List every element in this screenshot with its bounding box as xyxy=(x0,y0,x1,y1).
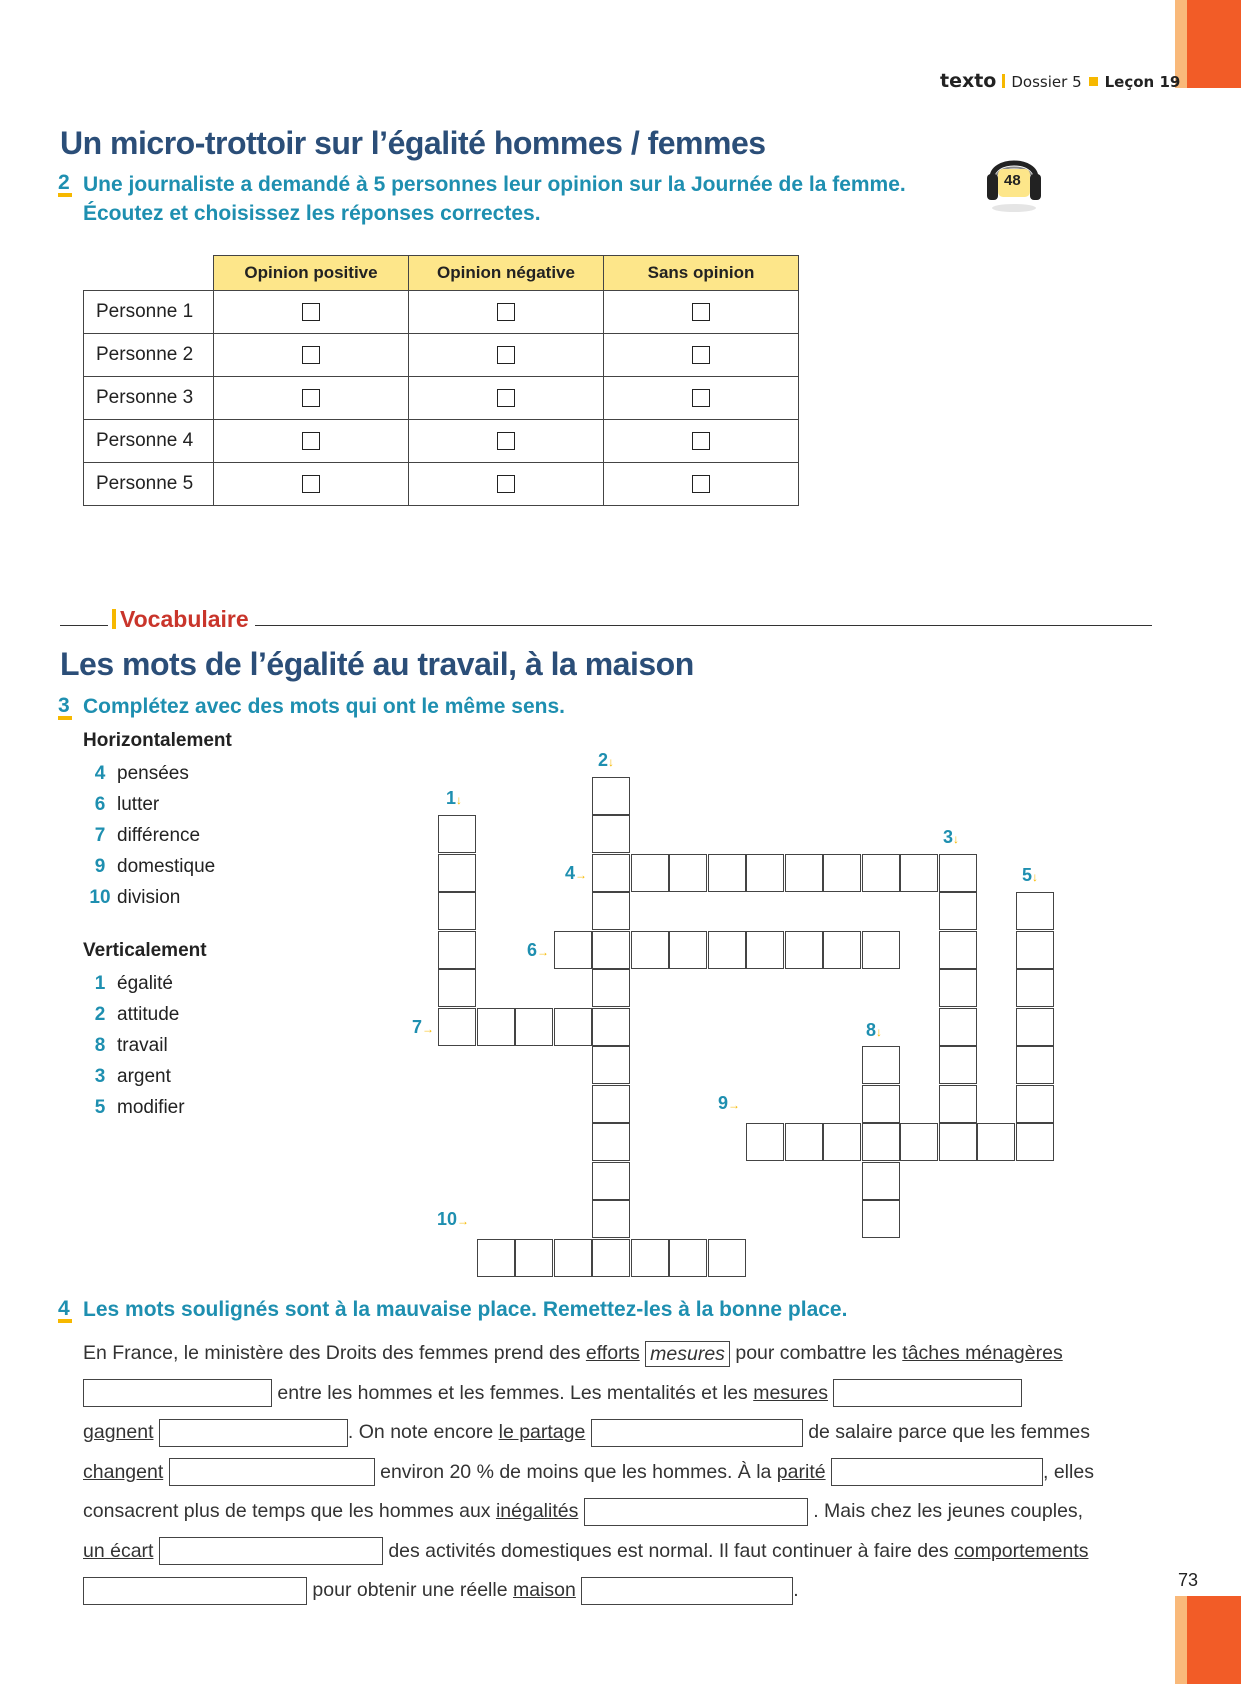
checkbox[interactable] xyxy=(302,389,320,407)
fill-in-text: En France, le ministère des Droits des femmes prend des efforts mesures pour combattre les tâches ménagères entre les hommes et les femmes. Les mentalités et les mesures gagnent . On note encore le partage de salaire parce que les femmes changent environ 20 % de moins que les hommes. À la parité , elles consacrent plus de temps que les hommes aux inégalités . Mais chez les jeunes couples, un écart des activités domestiques est normal. Il faut continuer à faire des comportements pour obtenir une réelle maison . xyxy=(83,1334,1153,1611)
clue: 1 égalité xyxy=(94,973,173,994)
crossword-cell[interactable] xyxy=(592,777,630,815)
crossword-cell[interactable] xyxy=(669,931,707,969)
crossword-cell[interactable] xyxy=(823,1123,861,1161)
grid-label-6: 6→ xyxy=(527,940,550,960)
crossword-cell[interactable] xyxy=(862,1162,900,1200)
crossword-cell[interactable] xyxy=(592,1008,630,1046)
table-row xyxy=(84,420,799,463)
exercise-instruction: Les mots soulignés sont à la mauvaise place. Remettez-les à la bonne place. xyxy=(83,1298,848,1321)
answer-field[interactable] xyxy=(169,1458,375,1486)
row-label: Personne 1 xyxy=(84,291,214,334)
clue: 5 modifier xyxy=(94,1097,185,1118)
answer-field[interactable] xyxy=(591,1419,803,1447)
crossword-cell[interactable] xyxy=(939,969,977,1007)
checkbox[interactable] xyxy=(302,475,320,493)
crossword-cell[interactable] xyxy=(1016,892,1054,930)
grid-label-3: 3↓ xyxy=(943,827,960,847)
crossword-cell[interactable] xyxy=(592,1046,630,1084)
crossword-cell[interactable] xyxy=(592,1085,630,1123)
dossier-label: Dossier 5 xyxy=(1011,73,1082,91)
checkbox[interactable] xyxy=(302,432,320,450)
lecon-label: Leçon 19 xyxy=(1104,73,1181,91)
underlined-word: parité xyxy=(776,1460,826,1483)
crossword-cell[interactable] xyxy=(592,1162,630,1200)
crossword-cell[interactable] xyxy=(438,815,476,853)
answer-field[interactable] xyxy=(584,1498,808,1526)
crossword-cell[interactable] xyxy=(1016,1046,1054,1084)
crossword-cell[interactable] xyxy=(554,931,592,969)
crossword-cell[interactable] xyxy=(554,1239,592,1277)
clue: 4 pensées xyxy=(94,763,189,784)
checkbox[interactable] xyxy=(497,432,515,450)
crossword-cell[interactable] xyxy=(438,892,476,930)
crossword-cell[interactable] xyxy=(1016,1008,1054,1046)
crossword-cell[interactable] xyxy=(592,931,630,969)
crossword-cell[interactable] xyxy=(438,1008,476,1046)
underlined-word: un écart xyxy=(83,1539,154,1562)
grid-label-9: 9→ xyxy=(718,1093,741,1113)
crossword-cell[interactable] xyxy=(746,1123,784,1161)
page-number: 73 xyxy=(1178,1570,1199,1590)
checkbox[interactable] xyxy=(692,303,710,321)
crossword-cell[interactable] xyxy=(592,1200,630,1238)
crossword-cell[interactable] xyxy=(438,854,476,892)
underlined-word: tâches ménagères xyxy=(902,1342,1063,1364)
crossword-cell[interactable] xyxy=(669,1239,707,1277)
clue: 9 domestique xyxy=(94,856,216,877)
checkbox[interactable] xyxy=(497,303,515,321)
clue: 10 division xyxy=(89,887,181,908)
column-header: Opinion négative xyxy=(409,256,604,291)
checkbox[interactable] xyxy=(497,346,515,364)
crossword-cell[interactable] xyxy=(823,931,861,969)
answer-field[interactable] xyxy=(159,1419,348,1447)
answer-field[interactable] xyxy=(83,1379,272,1407)
checkbox[interactable] xyxy=(692,475,710,493)
crossword-cell[interactable] xyxy=(785,931,823,969)
crossword-cell[interactable] xyxy=(862,1123,900,1161)
answer-field[interactable] xyxy=(159,1537,383,1565)
grid-label-7: 7→ xyxy=(412,1017,435,1037)
crossword-cell[interactable] xyxy=(592,854,630,892)
underlined-word: comportements xyxy=(954,1539,1089,1562)
crossword-cell[interactable] xyxy=(900,854,938,892)
crossword-cell[interactable] xyxy=(438,969,476,1007)
checkbox[interactable] xyxy=(302,346,320,364)
exercise-instruction: Une journaliste a demandé à 5 personnes leur opinion sur la Journée de la femme. Écoutez et choisissez les réponses correctes. xyxy=(83,173,906,225)
crossword-cell[interactable] xyxy=(746,931,784,969)
row-label: Personne 2 xyxy=(84,334,214,377)
clue: 2 attitude xyxy=(94,1004,180,1025)
crossword-cell[interactable] xyxy=(939,892,977,930)
crossword-cell[interactable] xyxy=(939,1008,977,1046)
brand-logo: texto xyxy=(940,70,997,92)
answer-field[interactable] xyxy=(833,1379,1022,1407)
crossword-cell[interactable] xyxy=(477,1239,515,1277)
section-title: Un micro-trottoir sur l’égalité hommes / femmes xyxy=(60,125,766,161)
crossword-cell[interactable] xyxy=(939,1085,977,1123)
crossword-cell[interactable] xyxy=(746,854,784,892)
crossword-cell[interactable] xyxy=(669,854,707,892)
row-label: Personne 5 xyxy=(84,463,214,506)
column-header: Sans opinion xyxy=(604,256,799,291)
top-side-bar xyxy=(1175,0,1241,88)
underlined-word: le partage xyxy=(498,1421,586,1443)
vocabulaire-tag: Vocabulaire xyxy=(108,606,255,633)
bottom-side-bar xyxy=(1175,1596,1241,1684)
answer-field[interactable] xyxy=(83,1577,307,1605)
crossword-cell[interactable] xyxy=(1016,1085,1054,1123)
crossword-cell[interactable] xyxy=(708,931,746,969)
grid-label-4: 4→ xyxy=(565,863,588,883)
crossword-cell[interactable] xyxy=(862,854,900,892)
clue: 7 différence xyxy=(94,825,201,846)
checkbox[interactable] xyxy=(497,475,515,493)
crossword-cell[interactable] xyxy=(631,1239,669,1277)
crossword-cell[interactable] xyxy=(939,854,977,892)
underlined-word: efforts xyxy=(585,1342,640,1364)
crossword-cell[interactable] xyxy=(862,1200,900,1238)
crossword-cell[interactable] xyxy=(592,815,630,853)
table-row xyxy=(84,334,799,377)
clue: 8 travail xyxy=(94,1035,168,1056)
exercise-number: 3 xyxy=(58,694,72,720)
crossword-cell[interactable] xyxy=(900,1123,938,1161)
grid-label-10: 10→ xyxy=(437,1209,470,1229)
checkbox[interactable] xyxy=(692,346,710,364)
exercise-number: 2 xyxy=(58,171,72,197)
crossword-cell[interactable] xyxy=(939,931,977,969)
crossword-cell[interactable] xyxy=(823,854,861,892)
checkbox[interactable] xyxy=(302,303,320,321)
grid-label-2: 2↓ xyxy=(598,750,615,770)
crossword-cell[interactable] xyxy=(631,931,669,969)
clue: 3 argent xyxy=(94,1066,171,1087)
crossword-cell[interactable] xyxy=(1016,969,1054,1007)
example-answer: mesures xyxy=(645,1341,730,1367)
crossword-cell[interactable] xyxy=(515,1008,553,1046)
crossword-cell[interactable] xyxy=(515,1239,553,1277)
crossword-cell[interactable] xyxy=(977,1123,1015,1161)
grid-label-5: 5↓ xyxy=(1022,865,1039,885)
audio-track-icon[interactable]: 48 xyxy=(984,144,1044,216)
crossword-cell[interactable] xyxy=(862,1046,900,1084)
crossword-cell[interactable] xyxy=(939,1046,977,1084)
table-row xyxy=(84,377,799,420)
checkbox[interactable] xyxy=(692,389,710,407)
checkbox[interactable] xyxy=(497,389,515,407)
crossword-cell[interactable] xyxy=(592,1239,630,1277)
column-header: Opinion positive xyxy=(214,256,409,291)
answer-field[interactable] xyxy=(581,1577,793,1605)
vocab-title: Les mots de l’égalité au travail, à la maison xyxy=(60,646,694,682)
exercise-instruction: Complétez avec des mots qui ont le même sens. xyxy=(83,695,565,718)
underlined-word: changent xyxy=(83,1460,164,1483)
crossword-cell[interactable] xyxy=(1016,1123,1054,1161)
horizontal-clues: Horizontalement 4 pensées 6 lutter 7 différence 9 domestique 10 division xyxy=(83,730,232,913)
row-label: Personne 4 xyxy=(84,420,214,463)
crossword-cell[interactable] xyxy=(708,854,746,892)
underlined-word: maison xyxy=(512,1579,576,1601)
grid-label-1: 1↓ xyxy=(446,788,463,808)
crossword-cell[interactable] xyxy=(592,969,630,1007)
answer-field[interactable] xyxy=(831,1458,1043,1486)
vertical-clues: Verticalement 1 égalité 2 attitude 8 travail 3 argent 5 modifier xyxy=(83,940,207,1123)
underlined-word: mesures xyxy=(753,1381,828,1404)
grid-label-8: 8↓ xyxy=(866,1020,883,1040)
crossword-cell[interactable] xyxy=(708,1239,746,1277)
crossword-cell[interactable] xyxy=(554,1008,592,1046)
table-row xyxy=(84,463,799,506)
crossword-cell[interactable] xyxy=(785,1123,823,1161)
crossword-cell[interactable] xyxy=(939,1123,977,1161)
crossword-cell[interactable] xyxy=(862,931,900,969)
crossword-cell[interactable] xyxy=(785,854,823,892)
crossword-cell[interactable] xyxy=(592,892,630,930)
exercise-number: 4 xyxy=(58,1297,72,1323)
underlined-word: gagnent xyxy=(83,1421,154,1443)
crossword-cell[interactable] xyxy=(438,931,476,969)
crossword-cell[interactable] xyxy=(862,1085,900,1123)
underlined-word: inégalités xyxy=(495,1500,579,1522)
crossword-cell[interactable] xyxy=(631,854,669,892)
page-header xyxy=(940,70,1180,92)
row-label: Personne 3 xyxy=(84,377,214,420)
crossword-cell[interactable] xyxy=(477,1008,515,1046)
crossword-cell[interactable] xyxy=(592,1123,630,1161)
crossword-cell[interactable] xyxy=(1016,931,1054,969)
opinion-table xyxy=(83,255,799,506)
checkbox[interactable] xyxy=(692,432,710,450)
clue: 6 lutter xyxy=(94,794,160,815)
table-row xyxy=(84,291,799,334)
